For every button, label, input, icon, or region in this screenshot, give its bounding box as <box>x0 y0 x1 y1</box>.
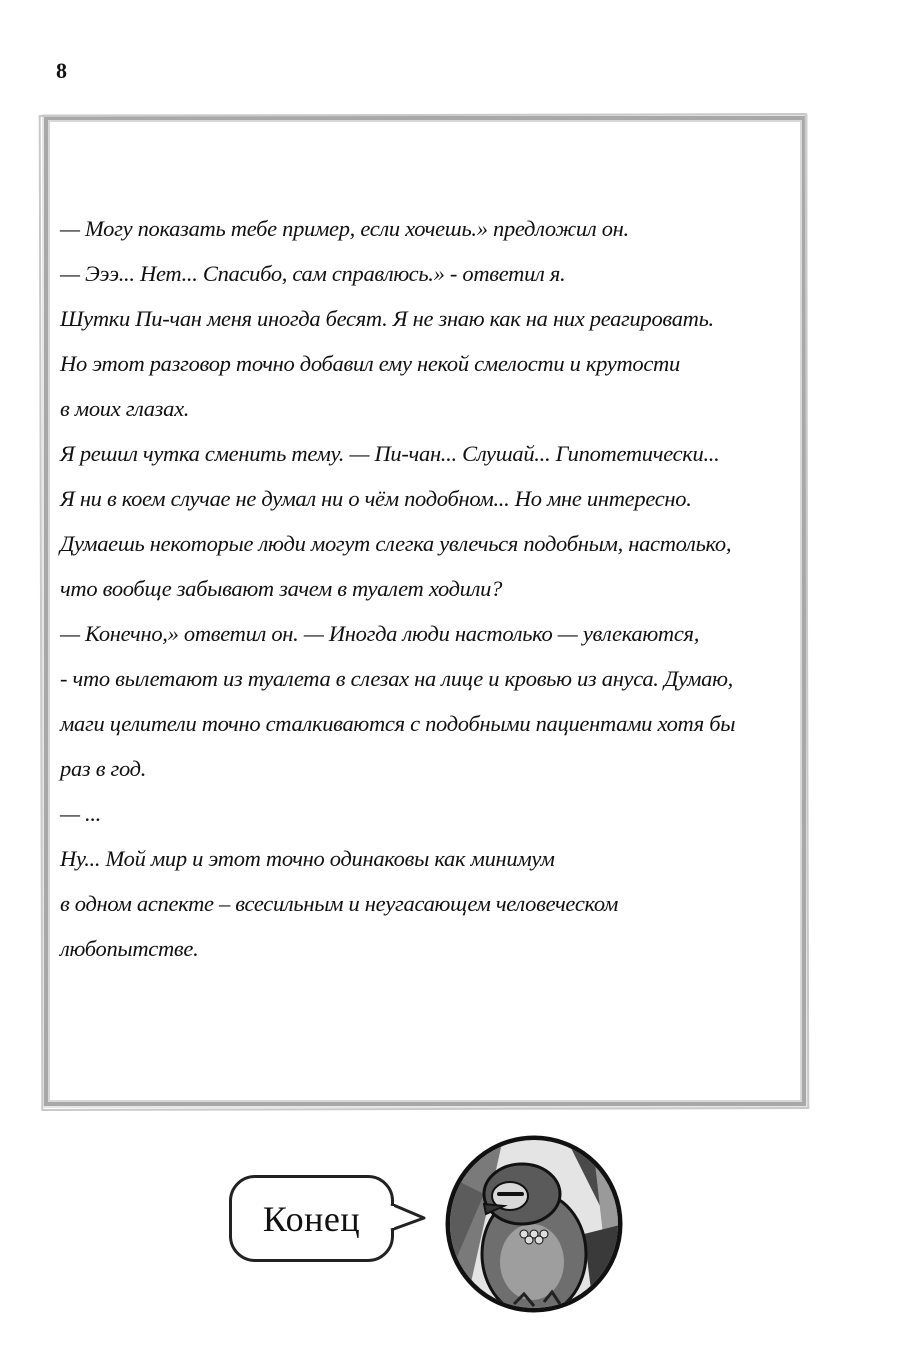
speech-bubble-tail <box>388 1198 428 1238</box>
text-line: в одном аспекте – всесильным и неугасающем человеческом <box>60 891 619 916</box>
text-line: раз в год. <box>60 756 147 781</box>
page-number: 8 <box>56 58 67 83</box>
text-line: в моих глазах. <box>60 396 190 421</box>
speech-bubble-text: Конец <box>262 1198 361 1239</box>
text-line: Но этот разговор точно добавил ему некой смелости и крутости <box>60 351 680 376</box>
text-line: - что вылетают из туалета в слезах на лице и кровью из ануса. Думаю, <box>60 666 733 691</box>
text-line: Я ни в коем случае не думал ни о чём подобном... Но мне интересно. <box>60 486 692 511</box>
text-line: Я решил чутка сменить тему. — Пи-чан... Слушай... Гипотетически... <box>60 441 720 466</box>
text-line: Шутки Пи-чан меня иногда бесят. Я не знаю как на них реагировать. <box>60 306 714 331</box>
text-line: Ну... Мой мир и этот точно одинаковы как минимум <box>60 846 555 871</box>
text-line: — ... <box>60 801 102 826</box>
bird-portrait-icon <box>444 1134 624 1314</box>
text-line: — Конечно,» ответил он. — Иногда люди настолько — увлекаются, <box>60 621 700 646</box>
text-line: что вообще забывают зачем в туалет ходили? <box>60 576 503 601</box>
text-line: маги целители точно сталкиваются с подобными пациентами хотя бы <box>60 711 736 736</box>
text-line: — Могу показать тебе пример, если хочешь.» предложил он. <box>60 216 629 241</box>
text-line: — Эээ... Нет... Спасибо, сам справлюсь.» - ответил я. <box>60 261 566 286</box>
text-line: Думаешь некоторые люди могут слегка увлечься подобным, настолько, <box>60 531 732 556</box>
speech-bubble <box>229 1175 394 1262</box>
story-text <box>60 206 810 971</box>
text-line: любопытстве. <box>60 936 199 961</box>
